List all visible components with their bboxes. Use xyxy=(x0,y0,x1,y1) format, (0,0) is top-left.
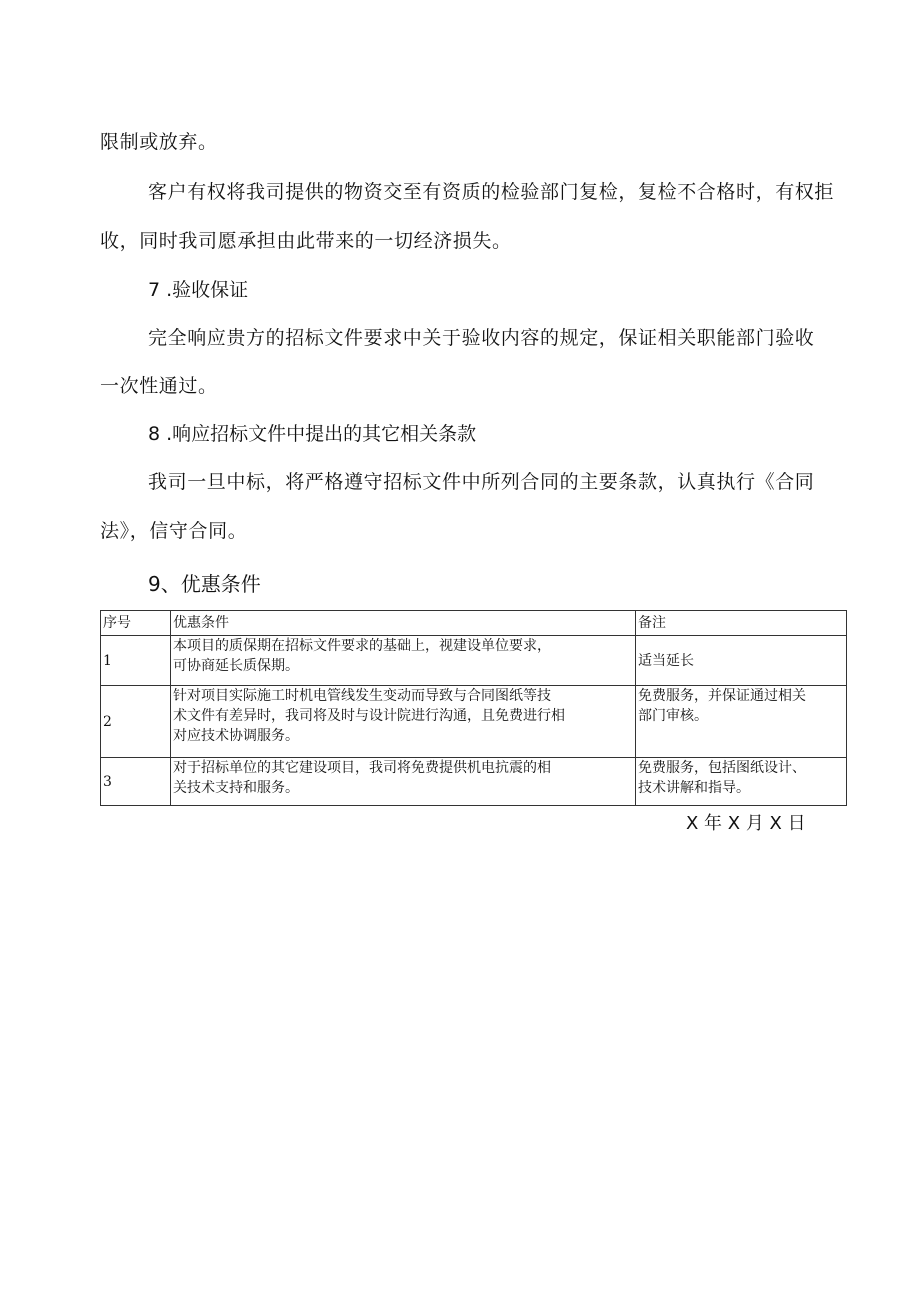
section-heading-9: 9、优惠条件 xyxy=(148,572,261,596)
signature-date: X 年 X 月 X 日 xyxy=(686,813,806,834)
condition-line: 本项目的质保期在招标文件要求的基础上，视建设单位要求， xyxy=(173,638,551,654)
note-line: 免费服务，包括图纸设计、 xyxy=(638,760,806,776)
condition-cell xyxy=(171,686,636,758)
note-line: 部门审核。 xyxy=(638,708,708,724)
condition-line: 可协商延长质保期。 xyxy=(173,658,299,674)
condition-line: 术文件有差异时，我司将及时与设计院进行沟通，且免费进行相 xyxy=(173,708,565,724)
condition-line: 针对项目实际施工时机电管线发生变动而导致与合同图纸等技 xyxy=(173,688,551,704)
note-line: 技术讲解和指导。 xyxy=(638,780,750,796)
condition-cell xyxy=(171,636,636,686)
column-header: 优惠条件 xyxy=(171,611,636,636)
column-header: 序号 xyxy=(101,611,171,636)
paragraph-line: 收，同时我司愿承担由此带来的一切经济损失。 xyxy=(100,230,512,252)
table-row xyxy=(101,758,847,806)
condition-line: 对应技术协调服务。 xyxy=(173,728,299,744)
note-cell xyxy=(636,636,847,686)
paragraph-line: 完全响应贵方的招标文件要求中关于验收内容的规定，保证相关职能部门验收 xyxy=(148,327,815,349)
note-cell xyxy=(636,686,847,758)
table-row xyxy=(101,686,847,758)
offers-table xyxy=(100,610,847,806)
paragraph-line: 法》，信守合同。 xyxy=(100,520,248,542)
note-line: 适当延长 xyxy=(638,652,694,669)
note-line: 免费服务，并保证通过相关 xyxy=(638,688,806,704)
table-header-row xyxy=(101,611,847,636)
condition-cell xyxy=(171,758,636,806)
paragraph-line: 我司一旦中标，将严格遵守招标文件中所列合同的主要条款，认真执行《合同 xyxy=(148,471,815,493)
section-heading-8: 8 .响应招标文件中提出的其它相关条款 xyxy=(148,423,477,445)
table-row xyxy=(101,636,847,686)
paragraph-line: 客户有权将我司提供的物资交至有资质的检验部门复检，复检不合格时，有权拒 xyxy=(148,181,835,203)
row-number: 3 xyxy=(101,758,171,806)
row-number: 2 xyxy=(101,686,171,758)
paragraph-line: 限制或放弃。 xyxy=(100,131,218,153)
section-heading-7: 7 .验收保证 xyxy=(148,279,249,301)
paragraph-line: 一次性通过。 xyxy=(100,375,218,397)
column-header: 备注 xyxy=(636,611,847,636)
row-number: 1 xyxy=(101,636,171,686)
note-cell xyxy=(636,758,847,806)
condition-line: 对于招标单位的其它建设项目，我司将免费提供机电抗震的相 xyxy=(173,760,551,776)
condition-line: 关技术支持和服务。 xyxy=(173,780,299,796)
